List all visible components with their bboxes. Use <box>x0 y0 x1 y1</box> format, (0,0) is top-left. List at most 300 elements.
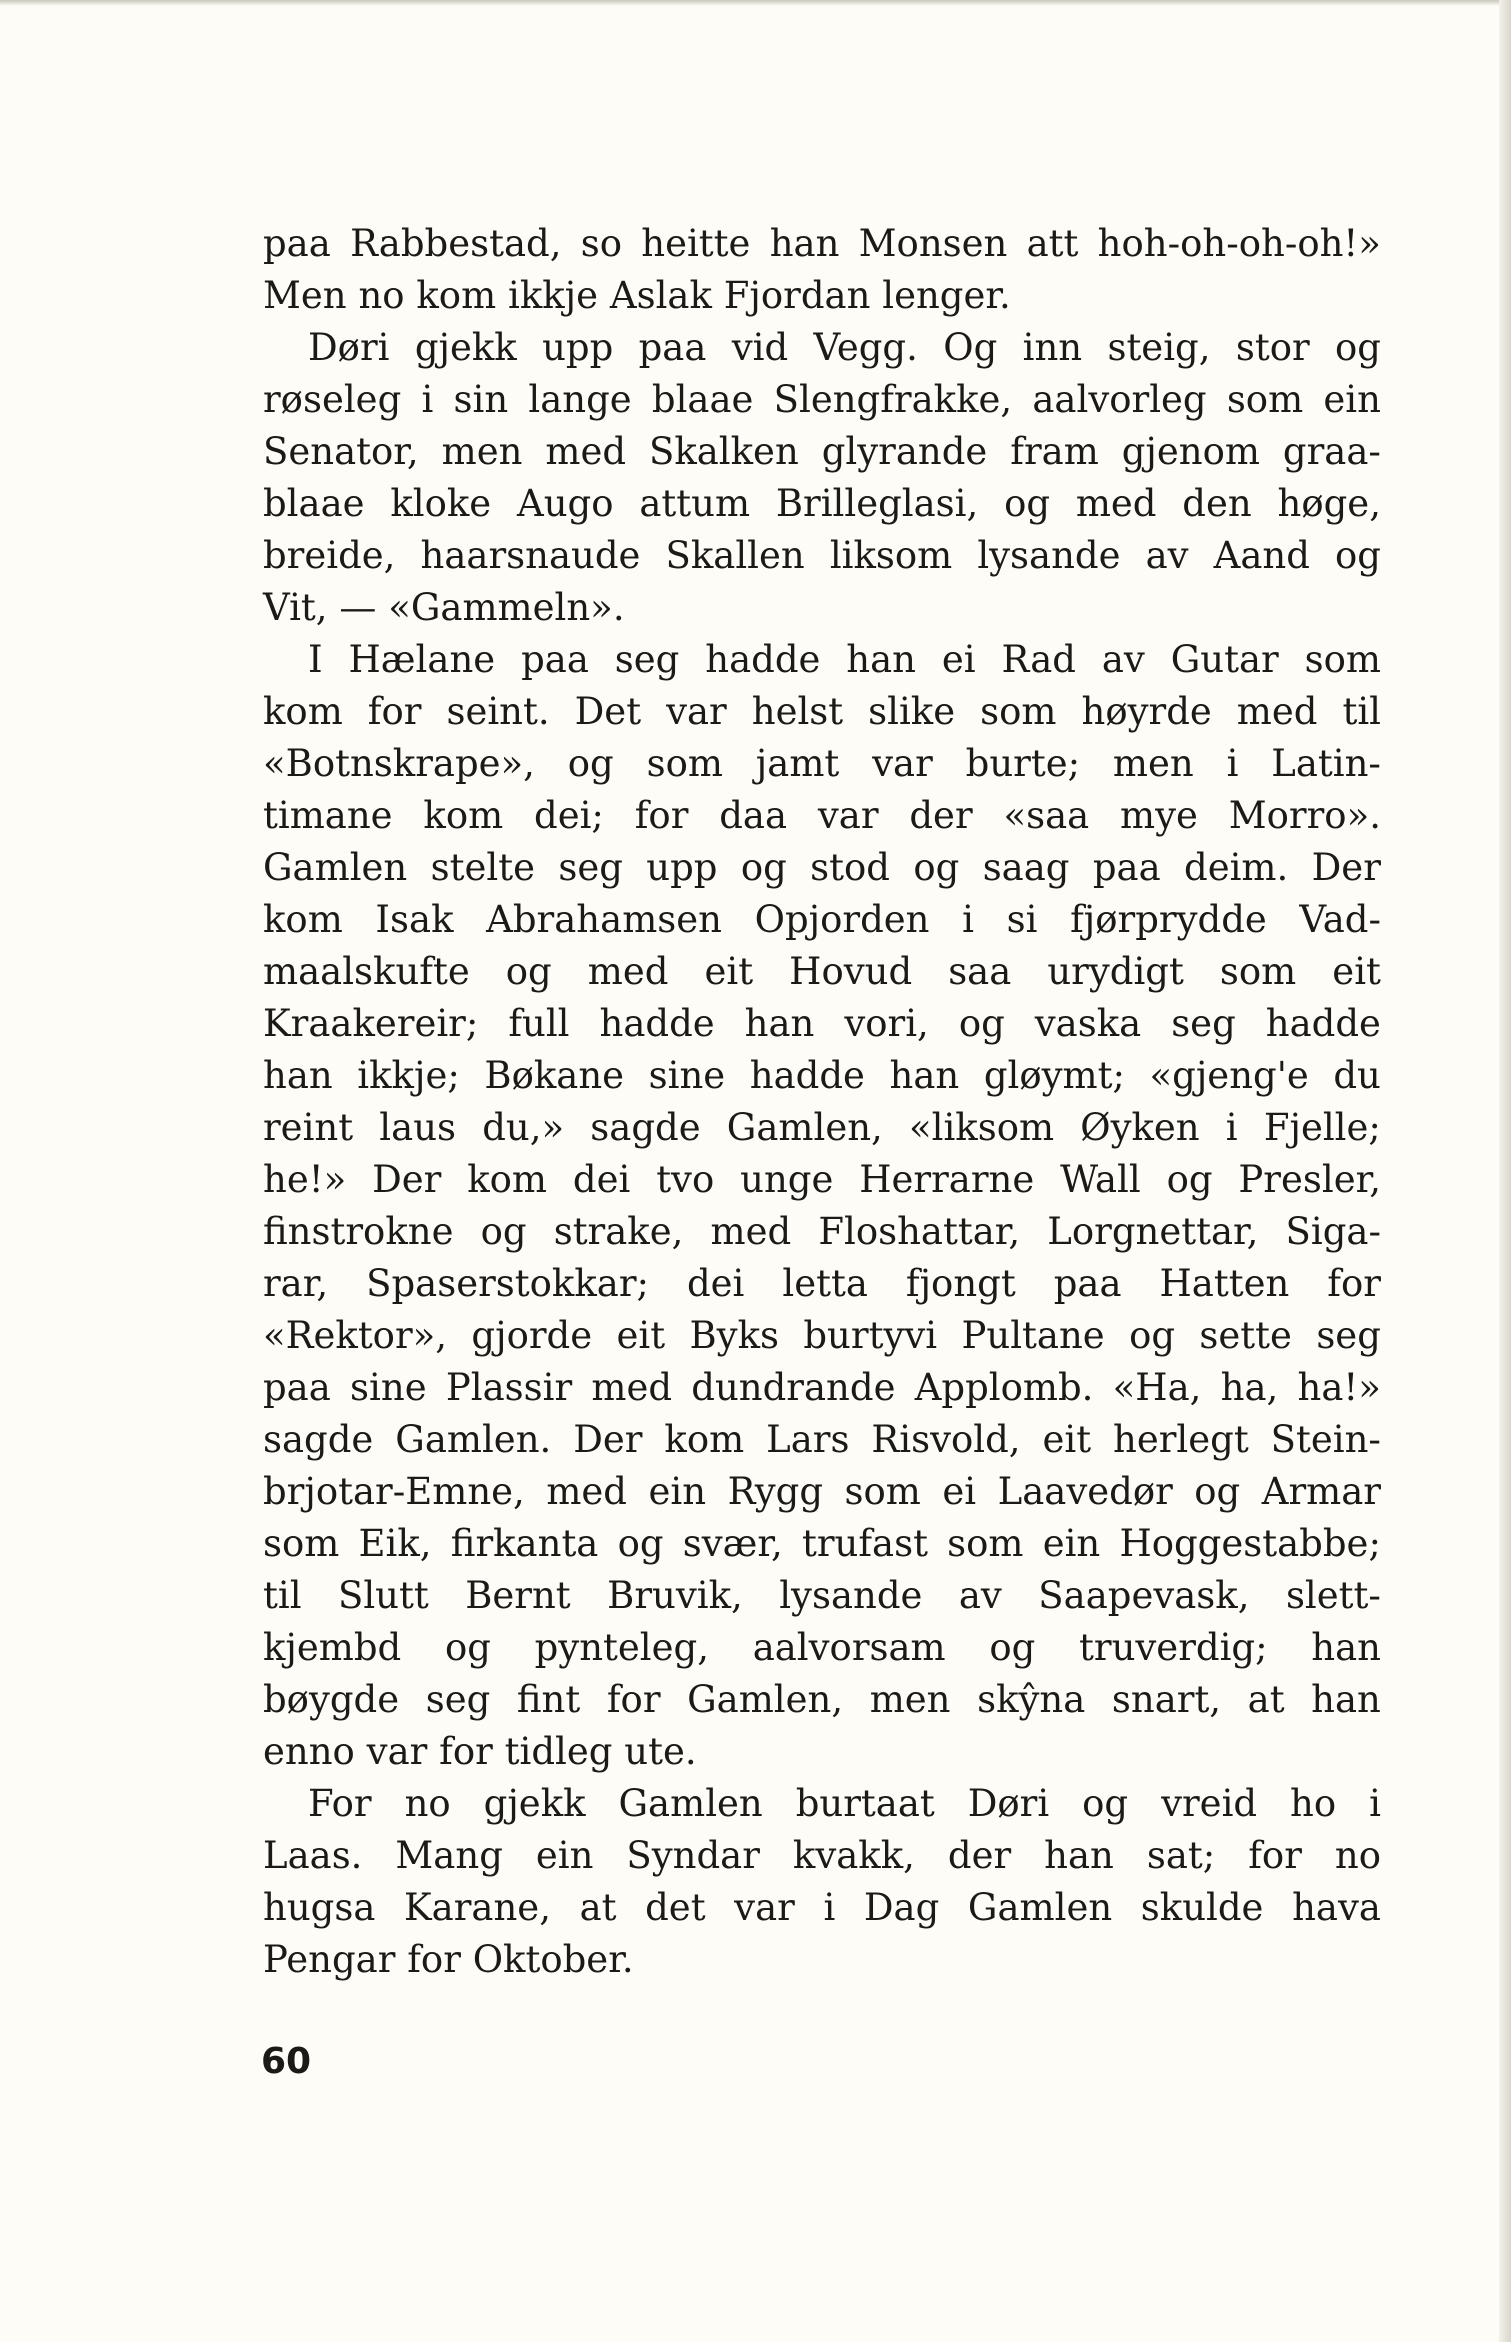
word: og <box>1166 1158 1213 1201</box>
word: Opjorden <box>754 898 930 941</box>
word: Vegg. <box>813 326 918 369</box>
text-line <box>263 1362 1381 1414</box>
word: til <box>263 1574 302 1617</box>
word: Bruvik, <box>607 1574 743 1617</box>
word: Rad <box>1001 638 1076 681</box>
word: i <box>421 378 434 421</box>
word: seint. <box>446 690 550 733</box>
text-line <box>263 1050 1381 1102</box>
word: Hatten <box>1159 1262 1290 1305</box>
text-line <box>263 686 1381 738</box>
word: slike <box>868 690 956 733</box>
word: Gamlen. <box>395 1418 552 1461</box>
word: Vit, <box>263 586 328 629</box>
word: upp <box>542 326 614 369</box>
word: paa <box>638 326 707 369</box>
word: Gutar <box>1170 638 1279 681</box>
word: gjorde <box>471 1314 593 1357</box>
word: men <box>441 430 523 473</box>
word: Senator, <box>263 430 419 473</box>
text-line <box>263 1102 1381 1154</box>
word: ikkje <box>508 274 599 317</box>
word: du <box>1333 1054 1381 1097</box>
text-line <box>263 842 1381 894</box>
text-line <box>263 1414 1381 1466</box>
word: med <box>591 1366 673 1409</box>
text-line <box>263 1674 1381 1726</box>
word: blaae <box>651 378 754 421</box>
word: Det <box>574 690 642 733</box>
word: Gamlen, <box>726 1106 883 1149</box>
word: at <box>1247 1678 1285 1721</box>
word: gløymt; <box>983 1054 1125 1097</box>
word: dei; <box>534 794 604 837</box>
word: Gamlen <box>967 1886 1113 1929</box>
word: kom <box>263 690 343 733</box>
page-right-edge <box>1499 0 1511 2342</box>
word: Pultane <box>961 1314 1105 1357</box>
text-line <box>263 1310 1381 1362</box>
word: letta <box>782 1262 868 1305</box>
word: Augo <box>517 482 614 525</box>
word: full <box>508 1002 570 1045</box>
word: Syndar <box>626 1834 760 1877</box>
word: var <box>817 794 879 837</box>
word: hoh-oh-oh-oh!» <box>1097 222 1381 265</box>
word: Pengar <box>263 1938 396 1981</box>
word: Armar <box>1261 1470 1381 1513</box>
text-line <box>263 478 1381 530</box>
word: ha!» <box>1297 1366 1381 1409</box>
word: for <box>367 690 422 733</box>
word: urydigt <box>1047 950 1184 993</box>
word: og <box>617 1522 664 1565</box>
word: var <box>366 1730 428 1773</box>
word: var <box>734 1886 795 1929</box>
word: for <box>606 1678 661 1721</box>
word: ute. <box>624 1730 697 1773</box>
word: Isak <box>375 898 454 941</box>
word: i <box>823 1886 836 1929</box>
word: herlegt <box>1113 1418 1249 1461</box>
word: Fjordan <box>723 274 871 317</box>
word: Spaserstokkar; <box>366 1262 649 1305</box>
word: Lars <box>766 1418 850 1461</box>
word: Byks <box>689 1314 779 1357</box>
word: fram <box>1010 430 1099 473</box>
word: høyrde <box>1081 690 1212 733</box>
word: Døri <box>308 326 390 369</box>
word: og <box>505 950 552 993</box>
word: for <box>1248 1834 1302 1877</box>
word: kom <box>263 898 343 941</box>
word: Hovud <box>789 950 913 993</box>
word: Morro». <box>1228 794 1381 837</box>
word: trufast <box>801 1522 928 1565</box>
word: fjongt <box>905 1262 1016 1305</box>
word: saa <box>948 950 1012 993</box>
word: svær, <box>682 1522 783 1565</box>
word: med <box>1075 482 1157 525</box>
word: og <box>1082 1782 1129 1825</box>
text-line <box>263 582 1381 634</box>
word: hava <box>1292 1886 1381 1929</box>
word: sine <box>648 1054 726 1097</box>
word: paa <box>1092 846 1161 889</box>
word: ikkje; <box>357 1054 460 1097</box>
word: av <box>1101 638 1145 681</box>
word: upp <box>646 846 718 889</box>
word: si <box>1006 898 1038 941</box>
word: snart, <box>1111 1678 1222 1721</box>
word: Plassir <box>445 1366 573 1409</box>
word: inn <box>1022 326 1083 369</box>
word: Siga- <box>1285 1210 1381 1253</box>
word: Skallen <box>665 534 805 577</box>
word: breide, <box>263 534 396 577</box>
word: unge <box>740 1158 834 1201</box>
word: av <box>958 1574 1002 1617</box>
word: Hoggestabbe; <box>1119 1522 1381 1565</box>
word: gjekk <box>414 326 517 369</box>
word: daa <box>719 794 788 837</box>
word: og <box>1194 1470 1241 1513</box>
text-line <box>263 738 1381 790</box>
word: med <box>587 950 669 993</box>
word: i <box>1369 1782 1381 1825</box>
text-line <box>263 374 1381 426</box>
word: og <box>1004 482 1051 525</box>
word: med <box>710 1210 792 1253</box>
word: i <box>1225 1106 1238 1149</box>
word: fint <box>516 1678 581 1721</box>
word: Monsen <box>858 222 1008 265</box>
word: Rabbestad, <box>350 222 562 265</box>
text-line <box>263 1466 1381 1518</box>
word: stelte <box>430 846 535 889</box>
word: og <box>1129 1314 1176 1357</box>
word: maalskufte <box>263 950 470 993</box>
word: lenger. <box>882 274 1011 317</box>
word: burte; <box>965 742 1081 785</box>
text-line <box>263 1830 1381 1882</box>
word: Der <box>573 1418 643 1461</box>
word: Men <box>263 274 347 317</box>
word: no <box>404 1782 451 1825</box>
text-line <box>263 894 1381 946</box>
word: av <box>1145 534 1189 577</box>
word: lysande <box>977 534 1121 577</box>
text-line <box>263 1726 1381 1778</box>
word: tvo <box>656 1158 715 1201</box>
text-line <box>263 1518 1381 1570</box>
word: timane <box>263 794 393 837</box>
word: vori, <box>844 1002 929 1045</box>
word: deim. <box>1184 846 1289 889</box>
word: paa <box>1053 1262 1122 1305</box>
word: seg <box>1171 1002 1236 1045</box>
word: «Botnskrape», <box>263 742 535 785</box>
word: han <box>846 638 917 681</box>
word: haarsnaude <box>420 534 641 577</box>
word: tidleg <box>504 1730 613 1773</box>
word: og <box>958 1002 1005 1045</box>
word: gjekk <box>483 1782 586 1825</box>
word: eit <box>704 950 754 993</box>
word: blaae <box>263 482 365 525</box>
word: Der <box>372 1158 442 1201</box>
word: med <box>1236 690 1318 733</box>
word: og <box>1334 534 1381 577</box>
word: sat; <box>1146 1834 1216 1877</box>
word: «liksom <box>908 1106 1055 1149</box>
word: og <box>989 1626 1036 1669</box>
word: ho <box>1290 1782 1337 1825</box>
word: Rygg <box>727 1470 824 1513</box>
text-line <box>263 1570 1381 1622</box>
word: Applomb. <box>914 1366 1094 1409</box>
word: Oktober. <box>472 1938 634 1981</box>
word: for <box>634 794 689 837</box>
word: — <box>339 586 377 629</box>
word: paa <box>263 222 331 265</box>
word: hadde <box>705 638 821 681</box>
word: stod <box>810 846 890 889</box>
body-text <box>263 218 1381 1986</box>
word: dundrande <box>691 1366 896 1409</box>
word: og <box>444 1626 491 1669</box>
word: kvakk, <box>792 1834 915 1877</box>
word: rar, <box>263 1262 329 1305</box>
word: truverdig; <box>1079 1626 1268 1669</box>
word: Der <box>1311 846 1381 889</box>
word: att <box>1026 222 1079 265</box>
word: kom <box>664 1418 745 1461</box>
word: og <box>567 742 614 785</box>
word: Fjelle; <box>1263 1106 1381 1149</box>
word: liksom <box>829 534 953 577</box>
word: ein <box>1323 378 1381 421</box>
word: med <box>545 430 627 473</box>
word: men <box>869 1678 951 1721</box>
word: paa <box>521 638 589 681</box>
word: Risvold, <box>871 1418 1021 1461</box>
word: han <box>1311 1626 1381 1669</box>
word: Hælane <box>348 638 496 681</box>
word: i <box>962 898 974 941</box>
word: og <box>480 1210 527 1253</box>
word: Abrahamsen <box>486 898 722 941</box>
word: sette <box>1199 1314 1292 1357</box>
page-top-edge <box>0 0 1511 6</box>
word: «Gammeln». <box>388 586 625 629</box>
word: han <box>1044 1834 1114 1877</box>
word: Floshattar, <box>818 1210 1021 1253</box>
word: hadde <box>599 1002 715 1045</box>
word: for <box>407 1938 461 1981</box>
word: han <box>889 1054 960 1097</box>
word: so <box>580 222 622 265</box>
word: men <box>1112 742 1194 785</box>
word: bøygde <box>263 1678 400 1721</box>
word: Stein- <box>1270 1418 1381 1461</box>
word: Herrarne <box>859 1158 1035 1201</box>
word: ha, <box>1220 1366 1279 1409</box>
page-number: 60 <box>261 2041 312 2082</box>
word: Saapevask, <box>1038 1574 1250 1617</box>
word: høge, <box>1277 482 1381 525</box>
word: pynteleg, <box>534 1626 709 1669</box>
word: attum <box>639 482 751 525</box>
word: Slengfrakke, <box>773 378 1013 421</box>
word: vid <box>731 326 789 369</box>
word: til <box>1342 690 1381 733</box>
word: sine <box>350 1366 427 1409</box>
word: «saa <box>1003 794 1090 837</box>
text-line <box>263 946 1381 998</box>
word: vreid <box>1161 1782 1258 1825</box>
word: jamt <box>755 742 840 785</box>
word: Laavedør <box>997 1470 1173 1513</box>
word: var <box>872 742 933 785</box>
word: Bernt <box>465 1574 571 1617</box>
word: han <box>744 1002 815 1045</box>
word: det <box>645 1886 706 1929</box>
word: mye <box>1120 794 1198 837</box>
word: brjotar-Emne, <box>263 1470 525 1513</box>
word: lange <box>528 378 632 421</box>
word: skŷna <box>977 1678 1086 1721</box>
word: Presler, <box>1238 1158 1381 1201</box>
text-line <box>263 1206 1381 1258</box>
text-line <box>263 530 1381 582</box>
word: for <box>439 1730 493 1773</box>
word: fjørprydde <box>1070 898 1267 941</box>
word: seg <box>558 846 623 889</box>
text-line <box>263 634 1381 686</box>
word: kom <box>467 1158 548 1201</box>
word: hadde <box>1265 1002 1381 1045</box>
word: den <box>1182 482 1252 525</box>
word: Gamlen <box>263 846 408 889</box>
word: seg <box>1316 1314 1381 1357</box>
word: strake, <box>553 1210 684 1253</box>
word: Latin- <box>1271 742 1381 785</box>
text-line <box>263 1258 1381 1310</box>
word: som <box>1226 378 1304 421</box>
word: som <box>844 1470 921 1513</box>
text-line <box>263 270 1381 322</box>
word: laus <box>379 1106 457 1149</box>
word: no <box>1334 1834 1381 1877</box>
word: Slutt <box>338 1574 429 1617</box>
word: eit <box>1042 1418 1092 1461</box>
word: saag <box>982 846 1070 889</box>
text-line <box>263 1882 1381 1934</box>
text-line <box>263 1154 1381 1206</box>
word: ein <box>1042 1522 1101 1565</box>
word: Karane, <box>404 1886 551 1929</box>
word: som <box>980 690 1057 733</box>
word: «gjeng'e <box>1149 1054 1309 1097</box>
text-line <box>263 218 1381 270</box>
text-line <box>263 1622 1381 1674</box>
word: vaska <box>1034 1002 1142 1045</box>
word: Eik, <box>358 1522 432 1565</box>
word: Laas. <box>263 1834 363 1877</box>
word: «Rektor», <box>263 1314 448 1357</box>
text-line <box>263 790 1381 842</box>
word: sagde <box>263 1418 374 1461</box>
word: glyrande <box>821 430 988 473</box>
word: han <box>769 222 840 265</box>
word: Aand <box>1213 534 1310 577</box>
word: helst <box>751 690 844 733</box>
word: ein <box>535 1834 594 1877</box>
word: Brilleglasi, <box>775 482 979 525</box>
word: skulde <box>1140 1886 1264 1929</box>
word: paa <box>263 1366 331 1409</box>
word: graa- <box>1282 430 1381 473</box>
text-line <box>263 1934 1381 1986</box>
word: Wall <box>1060 1158 1141 1201</box>
word: steig, <box>1107 326 1211 369</box>
word: og <box>913 846 960 889</box>
word: I <box>308 638 323 681</box>
word: sin <box>453 378 509 421</box>
word: dei <box>572 1158 631 1201</box>
word: Mang <box>395 1834 503 1877</box>
text-line <box>263 998 1381 1050</box>
word: der <box>909 794 973 837</box>
word: som <box>1219 950 1297 993</box>
word: som <box>947 1522 1024 1565</box>
word: han <box>263 1054 333 1097</box>
word: Lorgnettar, <box>1047 1210 1259 1253</box>
word: som <box>1304 638 1381 681</box>
word: heitte <box>641 222 751 265</box>
word: aalvorsam <box>752 1626 946 1669</box>
word: og <box>1335 326 1381 369</box>
word: kom <box>423 794 504 837</box>
word: som <box>646 742 723 785</box>
word: stor <box>1235 326 1310 369</box>
word: no <box>358 274 405 317</box>
word: røseleg <box>263 378 402 421</box>
word: var <box>666 690 727 733</box>
word: sagde <box>590 1106 701 1149</box>
word: du,» <box>482 1106 565 1149</box>
word: ein <box>648 1470 707 1513</box>
word: Vad- <box>1299 898 1381 941</box>
word: Gamlen, <box>687 1678 844 1721</box>
text-line <box>263 1778 1381 1830</box>
word: For <box>308 1782 372 1825</box>
word: kjembd <box>263 1626 402 1669</box>
word: kloke <box>390 482 492 525</box>
word: burtyvi <box>803 1314 938 1357</box>
word: dei <box>686 1262 745 1305</box>
word: hugsa <box>263 1886 376 1929</box>
word: seg <box>614 638 680 681</box>
word: Skalken <box>648 430 799 473</box>
word: he!» <box>263 1158 347 1201</box>
word: som <box>263 1522 340 1565</box>
word: enno <box>263 1730 355 1773</box>
word: i <box>1226 742 1239 785</box>
word: ei <box>941 638 976 681</box>
word: han <box>1311 1678 1381 1721</box>
